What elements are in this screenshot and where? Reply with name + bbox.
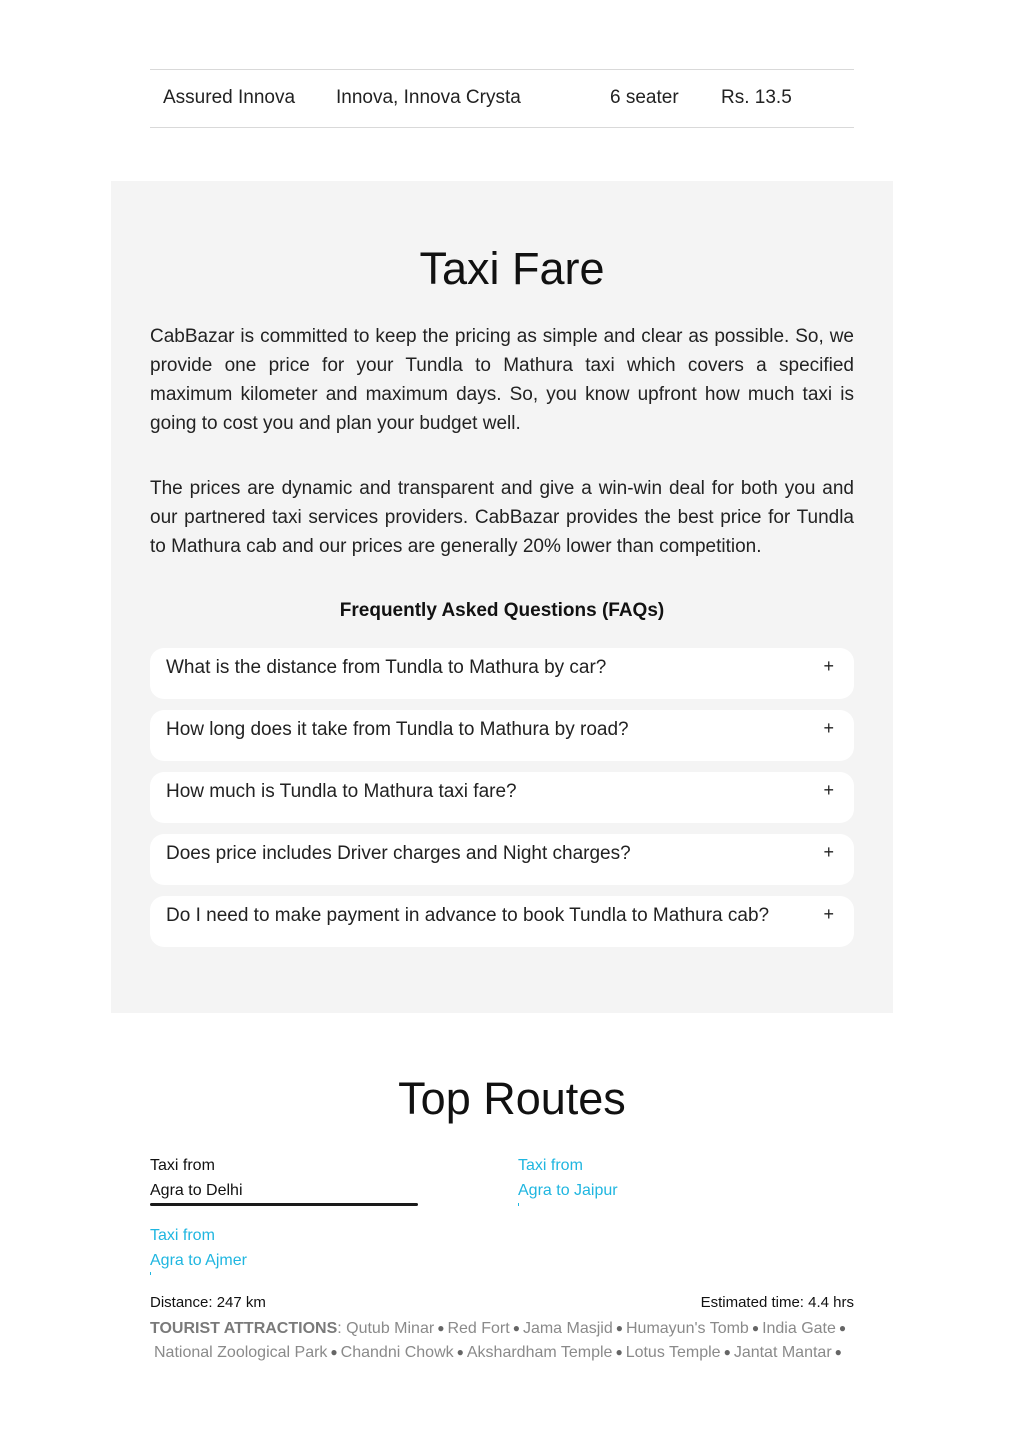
attraction-item: India Gate — [762, 1320, 836, 1337]
attraction-item: Chandni Chowk — [340, 1344, 454, 1361]
tourist-attractions-line2 — [154, 1344, 845, 1362]
fare-description-paragraph: CabBazar is committed to keep the pricing as simple and clear as possible. So, we provide one price for your Tundla to Mathura taxi which covers a specified maximum kilometer and maximum days. So, you know upfront how much taxi is going to cost you and plan your budget well. — [150, 326, 854, 434]
route-line2: Agra to Jaipur — [518, 1182, 618, 1199]
route-line2: Agra to Delhi — [150, 1182, 243, 1199]
taxi-fare-title: Taxi Fare — [419, 243, 605, 294]
expand-plus-icon[interactable]: + — [823, 656, 834, 676]
bullet-icon: ● — [456, 1345, 464, 1359]
top-routes-title: Top Routes — [398, 1073, 626, 1124]
faq-item-distance[interactable] — [150, 648, 854, 699]
faq-question: How long does it take from Tundla to Mathura by road? — [166, 719, 629, 740]
route-distance: Distance: 247 km — [150, 1294, 266, 1311]
car-table-row — [150, 69, 854, 128]
route-line1: Taxi from — [518, 1157, 583, 1174]
expand-plus-icon[interactable]: + — [823, 780, 834, 800]
expand-plus-icon[interactable]: + — [823, 904, 834, 924]
attraction-item: National Zoological Park — [154, 1344, 328, 1361]
faq-question: What is the distance from Tundla to Mathura by car? — [166, 657, 607, 678]
route-line2: Agra to Ajmer — [150, 1252, 247, 1269]
car-rate: Rs. 13.5 — [721, 87, 792, 108]
faq-question: Does price includes Driver charges and Night charges? — [166, 843, 631, 864]
bullet-icon: ● — [751, 1321, 760, 1335]
attraction-item: Humayun's Tomb — [626, 1320, 749, 1337]
expand-plus-icon[interactable]: + — [823, 718, 834, 738]
faq-item-charges[interactable] — [150, 834, 854, 885]
faq-heading: Frequently Asked Questions (FAQs) — [339, 600, 665, 621]
car-models: Innova, Innova Crysta — [336, 87, 521, 108]
bullet-icon: ● — [437, 1321, 445, 1335]
expand-plus-icon[interactable]: + — [823, 842, 834, 862]
bullet-icon: ● — [512, 1321, 520, 1335]
faq-question: How much is Tundla to Mathura taxi fare? — [166, 781, 517, 802]
attraction-item: Lotus Temple — [625, 1344, 721, 1361]
car-type: Assured Innova — [163, 87, 296, 108]
faq-question: Do I need to make payment in advance to book Tundla to Mathura cab? — [166, 905, 770, 926]
bullet-icon: ● — [838, 1321, 847, 1335]
fare-pricing-paragraph: The prices are dynamic and transparent and give a win-win deal for both you and our partnered taxi services providers. CabBazar provides the best price for Tundla to Mathura cab and our prices are generally 20% lower than competition. — [150, 478, 854, 557]
faq-item-advance-payment[interactable] — [150, 896, 854, 947]
route-estimated-time: Estimated time: 4.4 hrs — [700, 1294, 854, 1311]
attraction-item: Jantat Mantar — [733, 1344, 832, 1361]
attraction-item: Red Fort — [447, 1320, 510, 1337]
tourist-attractions-label: TOURIST ATTRACTIONS — [150, 1320, 338, 1337]
bullet-icon: ● — [834, 1345, 842, 1359]
route-underline-marker — [518, 1203, 519, 1206]
car-capacity: 6 seater — [610, 87, 679, 108]
bullet-icon: ● — [330, 1345, 338, 1359]
route-line1: Taxi from — [150, 1227, 215, 1244]
faq-item-duration[interactable] — [150, 710, 854, 761]
route-line1: Taxi from — [150, 1157, 215, 1174]
faq-item-fare[interactable] — [150, 772, 854, 823]
attraction-item: Akshardham Temple — [466, 1344, 613, 1361]
route-tab-agra-ajmer[interactable] — [150, 1223, 247, 1273]
bullet-icon: ● — [723, 1345, 731, 1359]
tourist-attractions-line1: TOURIST ATTRACTIONS: Qutub Minar ● Red Fort ● Jama Masjid ● Humayun's Tomb ● India Gate ● — [150, 1320, 849, 1338]
bullet-icon: ● — [615, 1321, 623, 1335]
attraction-item: Qutub Minar — [346, 1320, 435, 1337]
route-tab-agra-delhi[interactable] — [150, 1153, 243, 1203]
taxi-fare-section — [111, 181, 893, 1013]
attraction-item: Jama Masjid — [522, 1320, 613, 1337]
route-underline-marker — [150, 1272, 151, 1275]
route-tab-agra-jaipur[interactable] — [518, 1153, 618, 1203]
active-route-underline — [150, 1203, 418, 1206]
bullet-icon: ● — [615, 1345, 623, 1359]
